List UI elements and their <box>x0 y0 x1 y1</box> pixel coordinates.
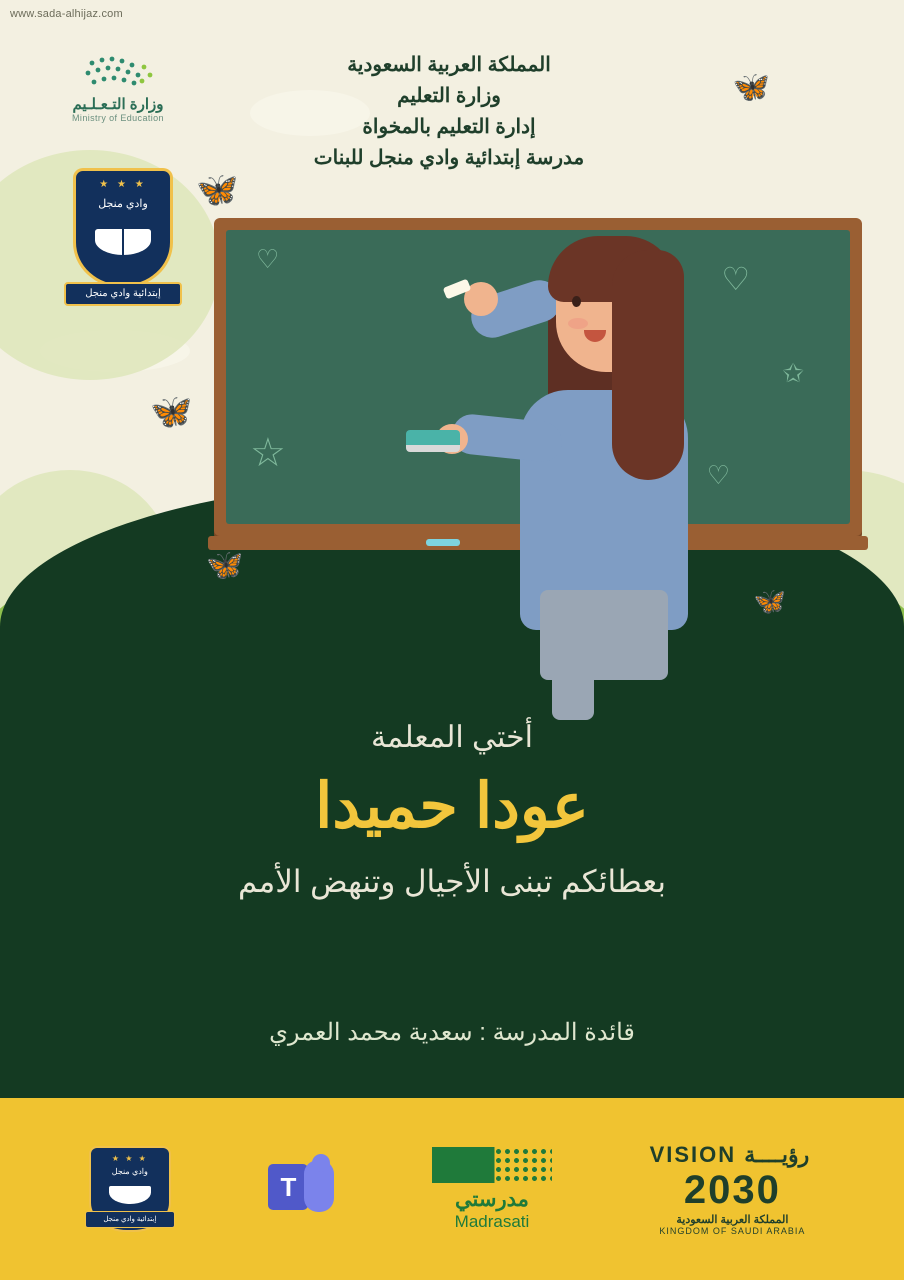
school-crest <box>62 168 184 308</box>
open-book-icon <box>95 229 151 255</box>
message-line-1: أختي المعلمة <box>371 721 533 754</box>
crest-school-name: وادي منجل <box>98 198 148 210</box>
vision-kingdom-ar: المملكة العربية السعودية <box>676 1214 789 1226</box>
teacher-eye <box>572 296 581 307</box>
crest-shield <box>73 168 173 288</box>
message-line-2: عودا حميدا <box>315 772 589 841</box>
footer-crest-name: وادي منجل <box>111 1167 148 1176</box>
butterfly-icon: 🦋 <box>753 586 786 616</box>
vision-label-ar: رؤيــــة <box>744 1142 810 1167</box>
vision-2030-logo <box>650 1142 816 1236</box>
butterfly-icon: 🦋 <box>150 393 193 431</box>
microsoft-teams-icon <box>268 1158 334 1220</box>
message-line-3: بعطائكم تبنى الأجيال وتنهض الأمم <box>238 864 666 899</box>
star-doodle-icon: ☆ <box>250 431 286 475</box>
star-doodle-icon: ✩ <box>782 358 804 388</box>
footer-crest-stars: ★ ★ ★ <box>111 1154 148 1163</box>
heart-doodle-icon: ♡ <box>706 460 730 490</box>
ministry-logo-english: Ministry of Education <box>72 113 164 123</box>
butterfly-icon: 🦋 <box>732 71 770 104</box>
madrasati-mark-icon <box>432 1147 552 1183</box>
footer-school-crest <box>89 1146 171 1232</box>
eraser-icon <box>406 430 460 452</box>
ministry-logo-arabic: وزارة التـعـلـيم <box>72 96 164 113</box>
header-line-ministry: وزارة التعليم <box>397 85 501 107</box>
header-text <box>214 50 684 174</box>
principal-name: قائدة المدرسة : سعدية محمد العمري <box>269 1019 635 1046</box>
footer-crest-ribbon: إبتدائية وادي منجل <box>85 1211 175 1228</box>
watermark: www.sada-alhijaz.com <box>10 8 123 20</box>
teacher-leg <box>552 660 594 720</box>
header-line-kingdom: المملكة العربية السعودية <box>347 54 551 76</box>
butterfly-icon: 🦋 <box>206 549 244 582</box>
header-line-department: إدارة التعليم بالمخواة <box>362 116 536 138</box>
madrasati-label-ar: مدرستي <box>455 1187 529 1211</box>
madrasati-logo <box>432 1147 552 1232</box>
madrasati-dots-icon <box>494 1147 552 1183</box>
teams-letter: T <box>268 1164 308 1210</box>
butterfly-icon: 🦋 <box>196 171 239 209</box>
moe-dots-icon <box>48 55 188 95</box>
teacher-cheek <box>568 318 588 329</box>
crest-stars: ★ ★ ★ <box>99 179 147 190</box>
vision-label-en: VISION <box>649 1142 737 1167</box>
heart-doodle-icon: ♡ <box>256 244 280 274</box>
teacher-hair-side <box>612 250 684 480</box>
vision-number: 2030 <box>683 1168 781 1212</box>
ministry-of-education-logo <box>48 55 188 135</box>
main-message <box>0 720 904 900</box>
chalk-on-ledge-icon <box>426 539 460 546</box>
heart-doodle-icon: ♡ <box>721 261 750 297</box>
crest-ribbon: إبتدائية وادي منجل <box>64 282 182 306</box>
header-line-school: مدرسة إبتدائية وادي منجل للبنات <box>313 147 585 169</box>
madrasati-label-en: Madrasati <box>454 1211 530 1231</box>
footer-open-book-icon <box>109 1186 151 1204</box>
footer-bar <box>0 1098 904 1280</box>
vision-kingdom-en: KINGDOM OF SAUDI ARABIA <box>659 1226 806 1236</box>
